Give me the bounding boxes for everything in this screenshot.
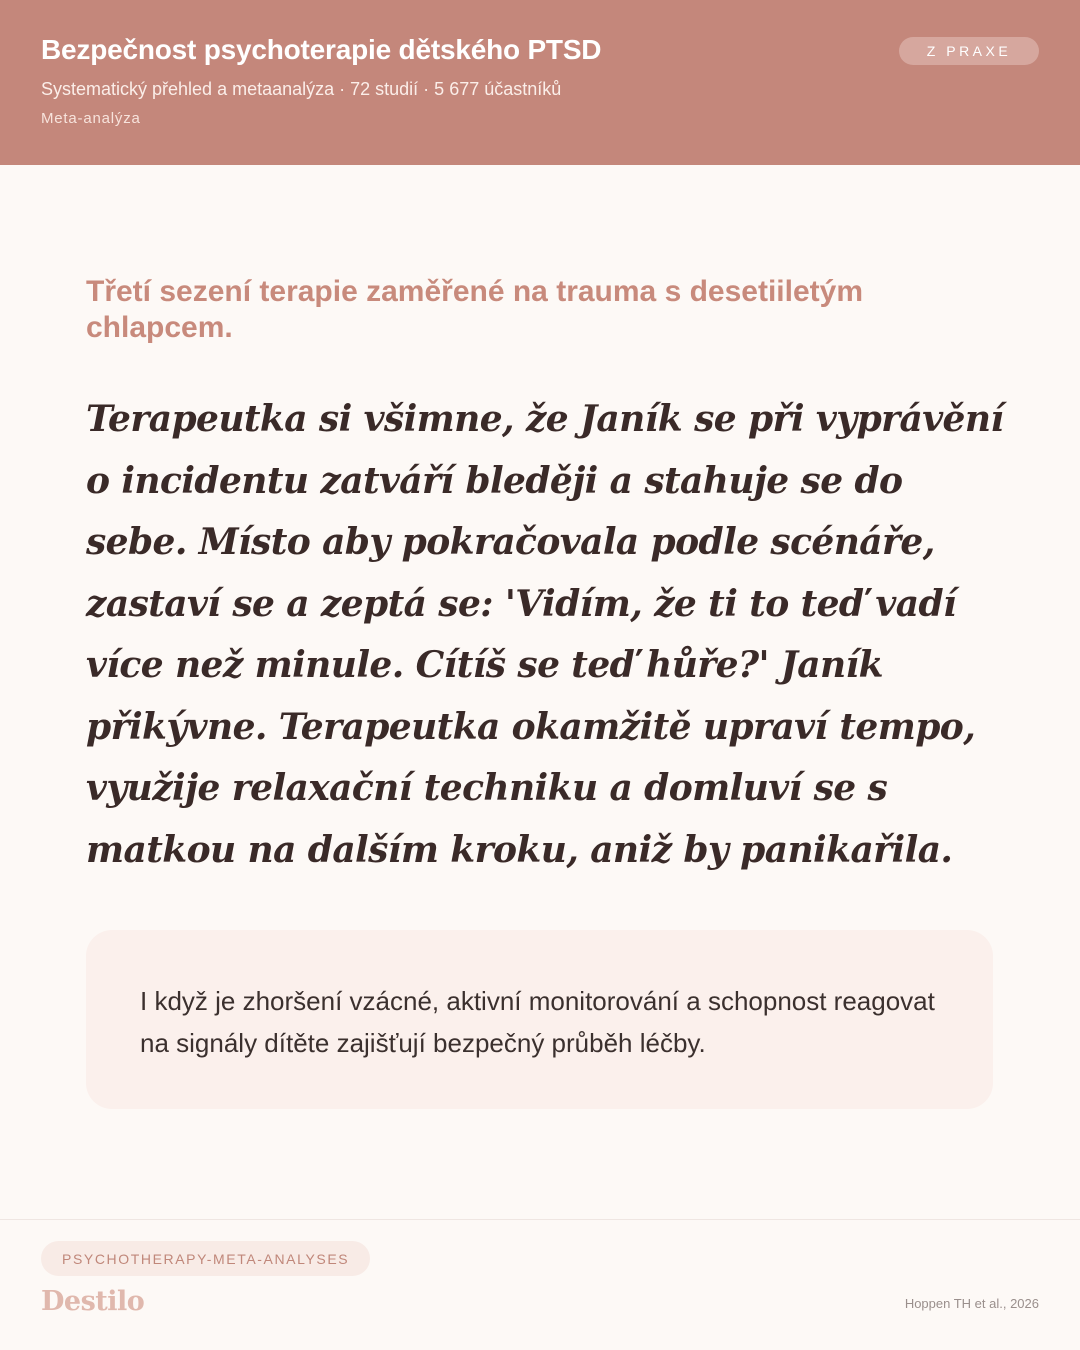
page-title: Bezpečnost psychoterapie dětského PTSD [41, 34, 602, 65]
case-quote: Terapeutka si všimne, že Janík se při vyprávění o incidentu zatváří bleději a stahuje se do sebe. Místo aby pokračovala podle scénáře, zastaví se a zeptá se: 'Vidím, že ti to teď vadí více než minule. Cítíš se teď hůře?' Janík přikývne. Terapeutka okamžitě upraví tempo, využije relaxační techniku a domluví se s matkou na dalším kroku, aniž by panikařila. [86, 398, 1004, 871]
citation: Hoppen TH et al., 2026 [904, 1296, 1039, 1311]
brand-logo: Destilo [41, 1286, 145, 1317]
scenario-heading: Třetí sezení terapie zaměřené na trauma s desetiiletým chlapcem. [86, 275, 863, 344]
footer-divider [0, 1219, 1080, 1220]
page-subtitle: Systematický přehled a metaanalýza · 72 studií · 5 677 účastníků [41, 79, 562, 99]
topic-tag[interactable]: PSYCHOTHERAPY-META-ANALYSES [41, 1241, 370, 1276]
header-banner [0, 0, 1080, 165]
callout-box [86, 930, 993, 1109]
section-badge: Z PRAXE [899, 37, 1039, 65]
category-label: Meta-analýza [41, 110, 141, 127]
callout-text: I když je zhoršení vzácné, aktivní monitorování a schopnost reagovat na signály dítěte zajišťují bezpečný průběh léčby. [140, 986, 935, 1058]
